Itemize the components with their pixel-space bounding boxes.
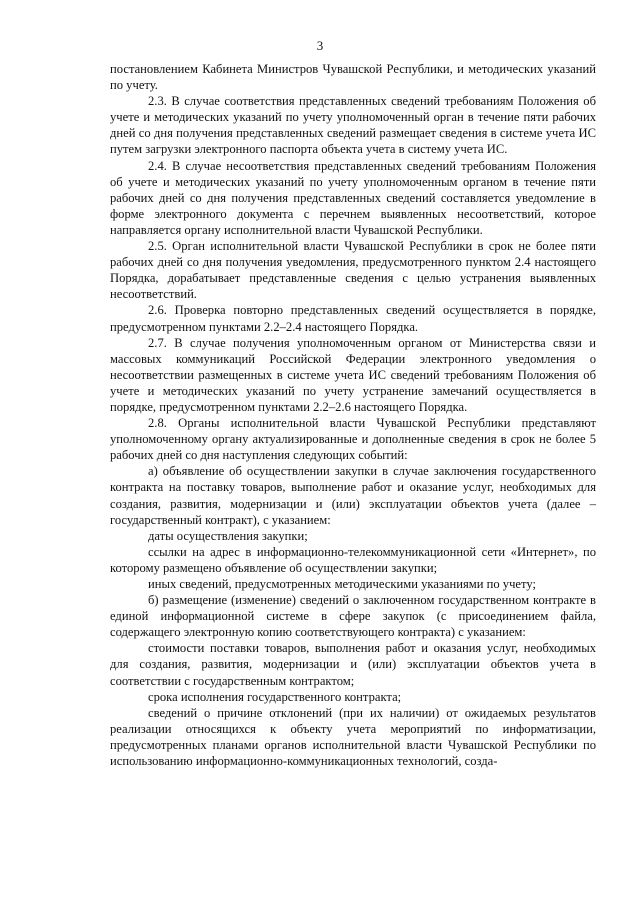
item-a-other: иных сведений, предусмотренных методическими указаниями по учету; (148, 577, 536, 591)
page-number: 3 (316, 38, 324, 53)
paragraph-2-3: 2.3. В случае соответствия представленных сведений требованиям Положения об учете и методических указаний по учету уполномоченный орган в течение пяти рабочих дней со дня получения представленных сведений размещает сведения в системе учета ИС путем загрузки электронного паспорта объекта учета в систему учета ИС. (110, 94, 596, 157)
paragraph-2-5: 2.5. Орган исполнительной власти Чувашской Республики в срок не более пяти рабочих дней со дня получения уведомления, предусмотренного пунктом 2.4 настоящего Порядка, дорабатывает представленные сведения с целью устранения выявленных несоответствий. (110, 239, 596, 302)
document-body (110, 61, 596, 769)
item-a-link: ссылки на адрес в информационно-телекоммуникационной сети «Интернет», по которому размещено объявление об осуществлении закупки; (110, 544, 596, 575)
paragraph-2-6: 2.6. Проверка повторно представленных сведений осуществляется в порядке, предусмотренном пунктами 2.2–2.4 настоящего Порядка. (110, 303, 596, 334)
item-b-deviation: сведений о причине отклонений (при их наличии) от ожидаемых результатов реализации относящихся к объекту учета мероприятий по информатизации, предусмотренных планами органов исполнительной власти Чувашской Республики по использованию информационно-коммуникационных технологий, созда- (110, 705, 596, 769)
paragraph-2-4: 2.4. В случае несоответствия представленных сведений требованиям Положения об учете и методических указаний по учету уполномоченным органом в течение пяти рабочих дней со дня получения представленных сведений составляется уведомление в форме электронного документа с перечнем выявленных несоответствий, которое направляется органу исполнительной власти Чувашской Республики. (110, 158, 596, 237)
item-b: б) размещение (изменение) сведений о заключенном государственном контракте в единой информационной системе в сфере закупок (с присоединением файла, содержащего электронную копию соответствующего контракта) с указанием: (110, 593, 596, 640)
paragraph-2-8: 2.8. Органы исполнительной власти Чувашской Республики представляют уполномоченному органу актуализированные и дополненные сведения в срок не более 5 рабочих дней со дня наступления следующих событий: (110, 416, 596, 463)
item-b-cost: стоимости поставки товаров, выполнения работ и оказания услуг, необходимых для создания, развития, модернизации и (или) эксплуатации объектов учета в соответствии с государственным контрактом; (110, 641, 596, 688)
item-b-term: срока исполнения государственного контракта; (148, 689, 402, 704)
paragraph-continuation: постановлением Кабинета Министров Чувашской Республики, и методических указаний по учету. (110, 62, 596, 93)
item-a-date: даты осуществления закупки; (148, 528, 308, 543)
item-a: а) объявление об осуществлении закупки в случае заключения государственного контракта на поставку товаров, выполнение работ и оказание услуг, необходимых для создания, развития, модернизации и (или) эксплуатации объектов учета (далее – государственный контракт), с указанием: (110, 464, 596, 527)
paragraph-2-7: 2.7. В случае получения уполномоченным органом от Министерства связи и массовых коммуникаций Российской Федерации электронного уведомления о несоответствии размещенных в системе учета ИС сведений требованиям Положения об учете и методических указаний по учету устранение замечаний осуществляется в порядке, предусмотренном пунктами 2.2–2.6 настоящего Порядка. (110, 335, 596, 414)
